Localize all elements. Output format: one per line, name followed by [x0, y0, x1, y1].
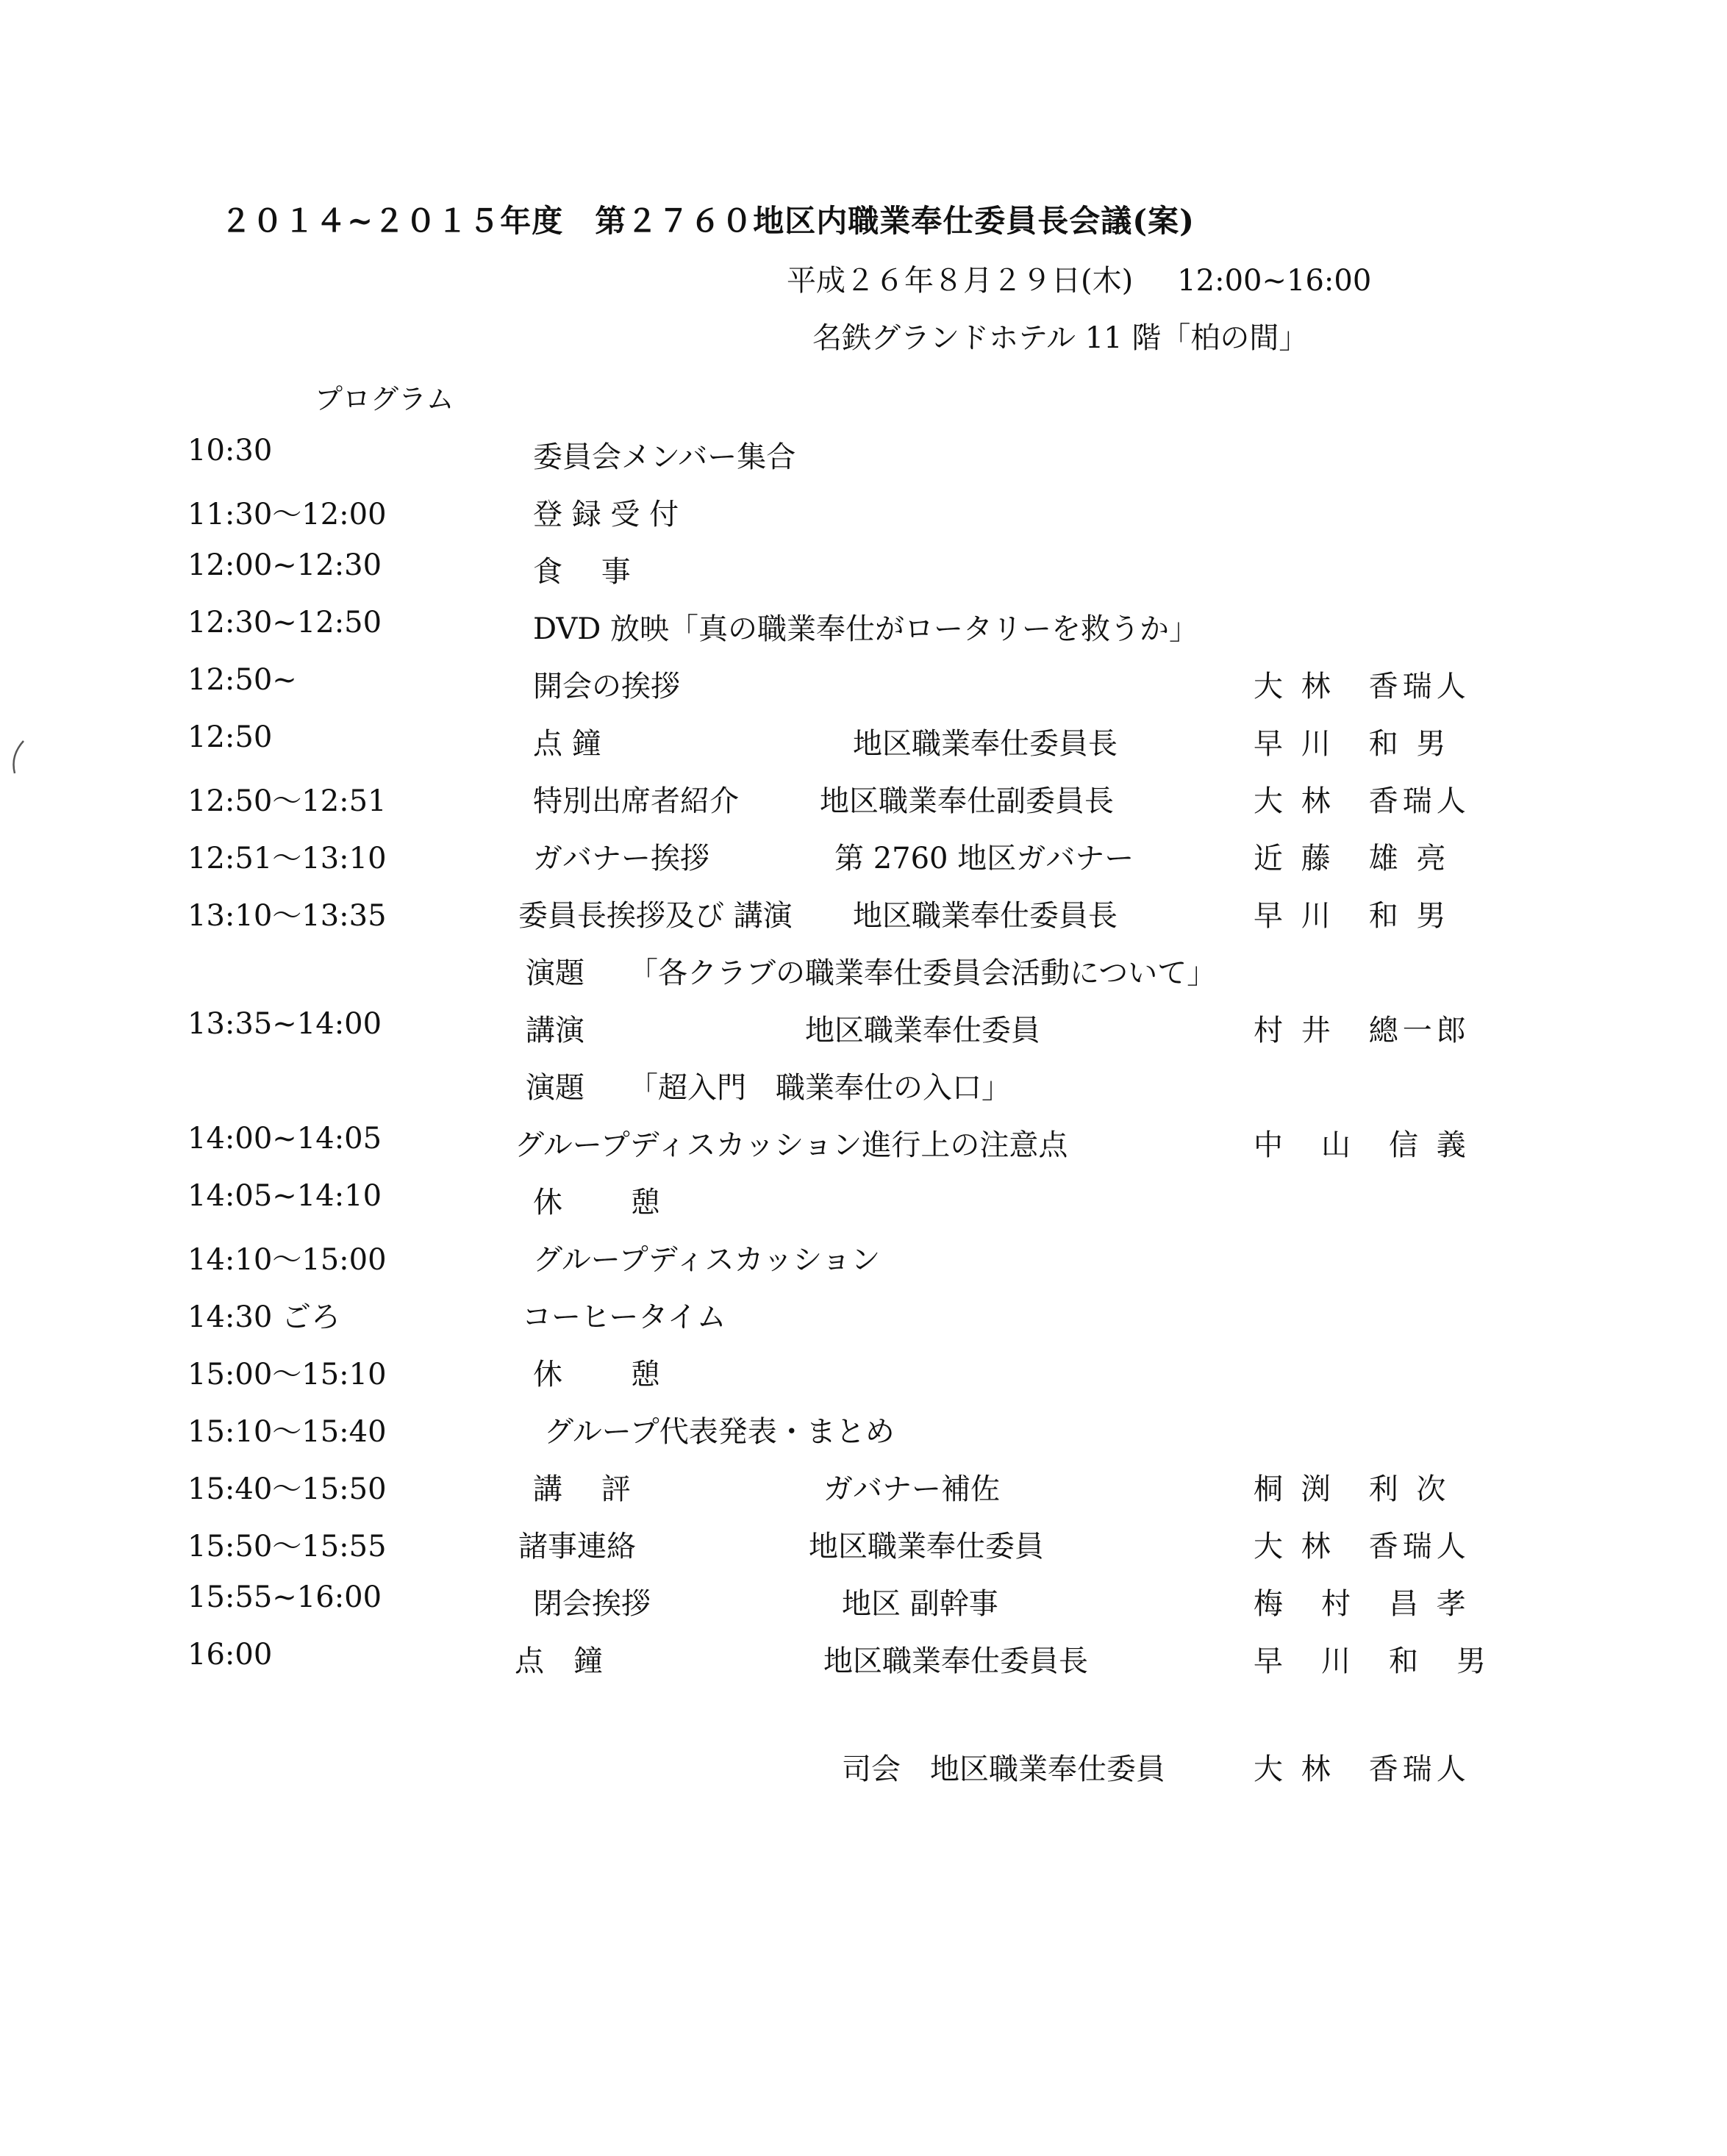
schedule-row: [0, 1638, 1727, 1682]
schedule-person: 早 川 和 男: [1254, 899, 1451, 933]
schedule-item: 閉会挨拶: [533, 1587, 651, 1621]
schedule-row: [0, 434, 1727, 478]
schedule-time: 12:00~12:30: [187, 548, 382, 582]
schedule-person: 中 山 信 義: [1254, 1128, 1470, 1162]
schedule-item: コーヒータイム: [522, 1300, 726, 1334]
schedule-time: 15:50～15:55: [187, 1530, 387, 1564]
schedule-role: 地区職業奉仕委員長: [823, 1644, 1088, 1678]
schedule-time: 12:50~: [187, 663, 297, 697]
schedule-person: 早 川 和 男: [1254, 727, 1451, 761]
schedule-item: グループ代表発表・まとめ: [544, 1415, 895, 1449]
schedule-item: 演題 「超入門 職業奉仕の入口」: [526, 1071, 1011, 1105]
schedule-role: 地区職業奉仕委員: [809, 1530, 1044, 1564]
schedule-person: 早 川 和 男: [1254, 1644, 1490, 1678]
document-title: ２０１４~２０１５年度 第２７６０地区内職業奉仕委員長会議(案): [221, 203, 1195, 239]
schedule-role: 地区職業奉仕副委員長: [820, 784, 1114, 818]
schedule-item: 諸事連絡: [518, 1530, 636, 1564]
schedule-item: 食 事: [533, 555, 631, 589]
schedule-time: 10:30: [187, 434, 273, 468]
schedule-row: [0, 491, 1727, 535]
schedule-item: 特別出席者紹介: [533, 784, 739, 818]
schedule-item: 点 鐘: [533, 727, 601, 761]
meeting-venue: 名鉄グランドホテル 11 階「柏の間」: [812, 321, 1309, 355]
schedule-row: [0, 1007, 1727, 1051]
schedule-role: 地区 副幹事: [842, 1587, 998, 1621]
schedule-item: DVD 放映「真の職業奉仕がロータリーを救うか」: [533, 612, 1199, 646]
margin-mark-icon: [7, 735, 29, 779]
schedule-time: 11:30～12:00: [187, 498, 387, 531]
schedule-item: 休 憩: [533, 1186, 660, 1220]
moderator-role: 司会 地区職業奉仕委員: [842, 1752, 1165, 1786]
schedule-person: 近 藤 雄 亮: [1254, 842, 1451, 875]
schedule-row: [0, 1580, 1727, 1625]
program-heading: プログラム: [315, 383, 454, 415]
schedule-row: [0, 606, 1727, 650]
schedule-row: [0, 1351, 1727, 1395]
schedule-row: [0, 1064, 1727, 1109]
schedule-row: [0, 892, 1727, 936]
moderator-name: 大 林 香瑞人: [1254, 1752, 1470, 1786]
schedule-time: 14:10～15:00: [187, 1243, 387, 1277]
schedule-row: [0, 835, 1727, 879]
schedule-time: 15:10～15:40: [187, 1415, 387, 1449]
schedule-person: 大 林 香瑞人: [1254, 784, 1470, 818]
schedule-item: グループディスカッション: [533, 1243, 881, 1277]
schedule-row: [0, 663, 1727, 707]
schedule-time: 14:00~14:05: [187, 1122, 382, 1156]
meeting-date: 平成２６年８月２９日(木): [787, 264, 1134, 298]
schedule-row: [0, 548, 1727, 592]
schedule-time: 13:35~14:00: [187, 1007, 382, 1041]
schedule-person: 村 井 總一郎: [1254, 1014, 1470, 1047]
schedule-time: 15:55~16:00: [187, 1580, 382, 1614]
schedule-row: [0, 950, 1727, 994]
schedule-time: 14:30 ごろ: [187, 1300, 340, 1334]
schedule-row: [0, 778, 1727, 822]
schedule-item: 休 憩: [533, 1358, 660, 1392]
schedule-person: 大 林 香瑞人: [1254, 1530, 1470, 1564]
schedule-item: 講 評: [533, 1472, 631, 1506]
schedule-time: 12:51～13:10: [187, 842, 387, 875]
schedule-row: [0, 1466, 1727, 1510]
schedule-time: 15:00～15:10: [187, 1358, 387, 1392]
schedule-item: 開会の挨拶: [533, 670, 680, 703]
schedule-person: 梅 村 昌 孝: [1254, 1587, 1470, 1621]
schedule-row: [0, 1294, 1727, 1338]
schedule-item: 点 鐘: [515, 1644, 603, 1678]
schedule-time: 12:50: [187, 720, 273, 754]
schedule-time: 12:50～12:51: [187, 784, 387, 818]
schedule-item: 委員会メンバー集合: [533, 440, 796, 474]
schedule-row: [0, 1523, 1727, 1567]
schedule-role: 地区職業奉仕委員長: [853, 727, 1118, 761]
meeting-date-line: [787, 257, 1371, 299]
schedule-time: 15:40～15:50: [187, 1472, 387, 1506]
schedule-item: ガバナー挨拶: [533, 842, 709, 875]
schedule-item: 講演: [526, 1014, 584, 1047]
schedule-time: 14:05~14:10: [187, 1179, 382, 1213]
schedule-row: [0, 720, 1727, 764]
schedule-time: 16:00: [187, 1638, 273, 1672]
meeting-time: 12:00~16:00: [1177, 264, 1372, 298]
schedule-row: [0, 1179, 1727, 1223]
schedule-item: 演題 「各クラブの職業奉仕委員会活動について」: [526, 956, 1217, 990]
schedule-role: ガバナー補佐: [823, 1472, 1000, 1506]
schedule-item: 登 録 受 付: [533, 498, 679, 531]
schedule-role: 地区職業奉仕委員: [805, 1014, 1040, 1047]
schedule-item: グループディスカッション進行上の注意点: [515, 1128, 1068, 1162]
schedule-time: 12:30~12:50: [187, 606, 382, 640]
schedule-person: 大 林 香瑞人: [1254, 670, 1470, 703]
schedule-role: 第 2760 地区ガバナー: [834, 842, 1134, 875]
schedule-role: 地区職業奉仕委員長: [853, 899, 1118, 933]
schedule-time: 13:10～13:35: [187, 899, 387, 933]
schedule-item: 委員長挨拶及び 講演: [518, 899, 793, 933]
schedule-row: [0, 1408, 1727, 1453]
schedule-row: [0, 1236, 1727, 1281]
schedule-person: 桐 渕 利 次: [1254, 1472, 1451, 1506]
schedule-row: [0, 1122, 1727, 1166]
